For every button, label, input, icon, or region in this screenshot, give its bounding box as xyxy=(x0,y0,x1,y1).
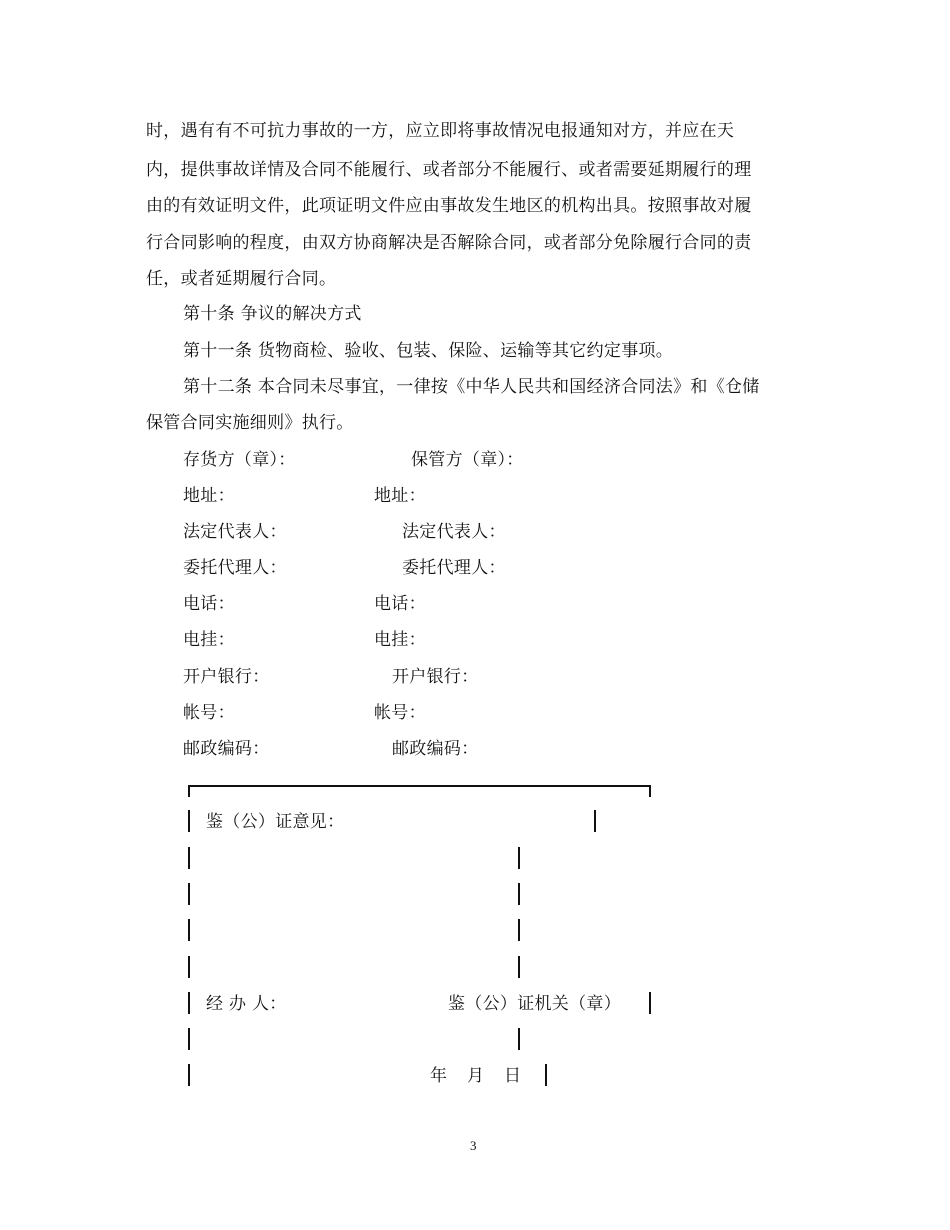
keeper-cable: 电挂： xyxy=(374,630,426,650)
article-12-line: 保管合同实施细则》执行。 xyxy=(146,413,354,433)
depositor-postcode: 邮政编码： xyxy=(183,739,270,759)
box-right-border xyxy=(518,956,520,978)
depositor-agent: 委托代理人： xyxy=(183,558,287,578)
date-label: 年 月 日 xyxy=(430,1066,522,1086)
box-left-border xyxy=(188,956,190,978)
box-right-border xyxy=(594,810,596,832)
box-right-border xyxy=(518,919,520,941)
keeper-address: 地址： xyxy=(374,486,426,506)
box-left-border xyxy=(188,1064,190,1086)
opinion-label: 鉴（公）证意见： xyxy=(206,812,345,832)
box-top-border xyxy=(188,785,651,787)
box-right-border xyxy=(649,992,651,1014)
box-right-border xyxy=(518,883,520,905)
box-left-border xyxy=(188,1028,190,1050)
paragraph-line: 行合同影响的程度，由双方协商解决是否解除合同，或者部分免除履行合同的责 xyxy=(146,233,752,253)
article-10: 第十条 争议的解决方式 xyxy=(183,304,362,324)
keeper-account: 帐号： xyxy=(374,703,426,723)
article-11: 第十一条 货物商检、验收、包装、保险、运输等其它约定事项。 xyxy=(183,341,674,361)
box-left-border xyxy=(188,847,190,869)
box-left-border xyxy=(188,883,190,905)
box-corner-right xyxy=(649,785,651,797)
paragraph-line: 内，提供事故详情及合同不能履行、或者部分不能履行、或者需要延期履行的理 xyxy=(146,160,752,180)
paragraph-line: 时，遇有有不可抗力事故的一方，应立即将事故情况电报通知对方，并应在天 xyxy=(146,121,735,141)
depositor-seal: 存货方（章）： xyxy=(183,450,296,470)
keeper-seal: 保管方（章）： xyxy=(411,450,524,470)
paragraph-line: 由的有效证明文件，此项证明文件应由事故发生地区的机构出具。按照事故对履 xyxy=(146,196,752,216)
paragraph-line: 任，或者延期履行合同。 xyxy=(146,269,337,289)
article-12-line: 第十二条 本合同未尽事宜，一律按《中华人民共和国经济合同法》和《仓储 xyxy=(183,377,760,397)
box-left-border xyxy=(188,992,190,1014)
keeper-bank: 开户银行： xyxy=(392,667,479,687)
authority-seal-label: 鉴（公）证机关（章） xyxy=(448,994,621,1014)
depositor-bank: 开户银行： xyxy=(183,667,270,687)
box-left-border xyxy=(188,919,190,941)
depositor-address: 地址： xyxy=(183,486,235,506)
keeper-legal-rep: 法定代表人： xyxy=(402,522,506,542)
depositor-legal-rep: 法定代表人： xyxy=(183,522,287,542)
keeper-agent: 委托代理人： xyxy=(402,558,506,578)
keeper-postcode: 邮政编码： xyxy=(392,739,479,759)
page-number: 3 xyxy=(470,1138,477,1153)
depositor-cable: 电挂： xyxy=(183,630,235,650)
depositor-phone: 电话： xyxy=(183,594,235,614)
handler-label: 经 办 人： xyxy=(206,994,287,1014)
box-right-border xyxy=(518,847,520,869)
box-left-border xyxy=(188,810,190,832)
box-right-border xyxy=(545,1064,547,1086)
keeper-phone: 电话： xyxy=(374,594,426,614)
box-right-border xyxy=(518,1028,520,1050)
depositor-account: 帐号： xyxy=(183,703,235,723)
box-corner-left xyxy=(188,785,190,797)
